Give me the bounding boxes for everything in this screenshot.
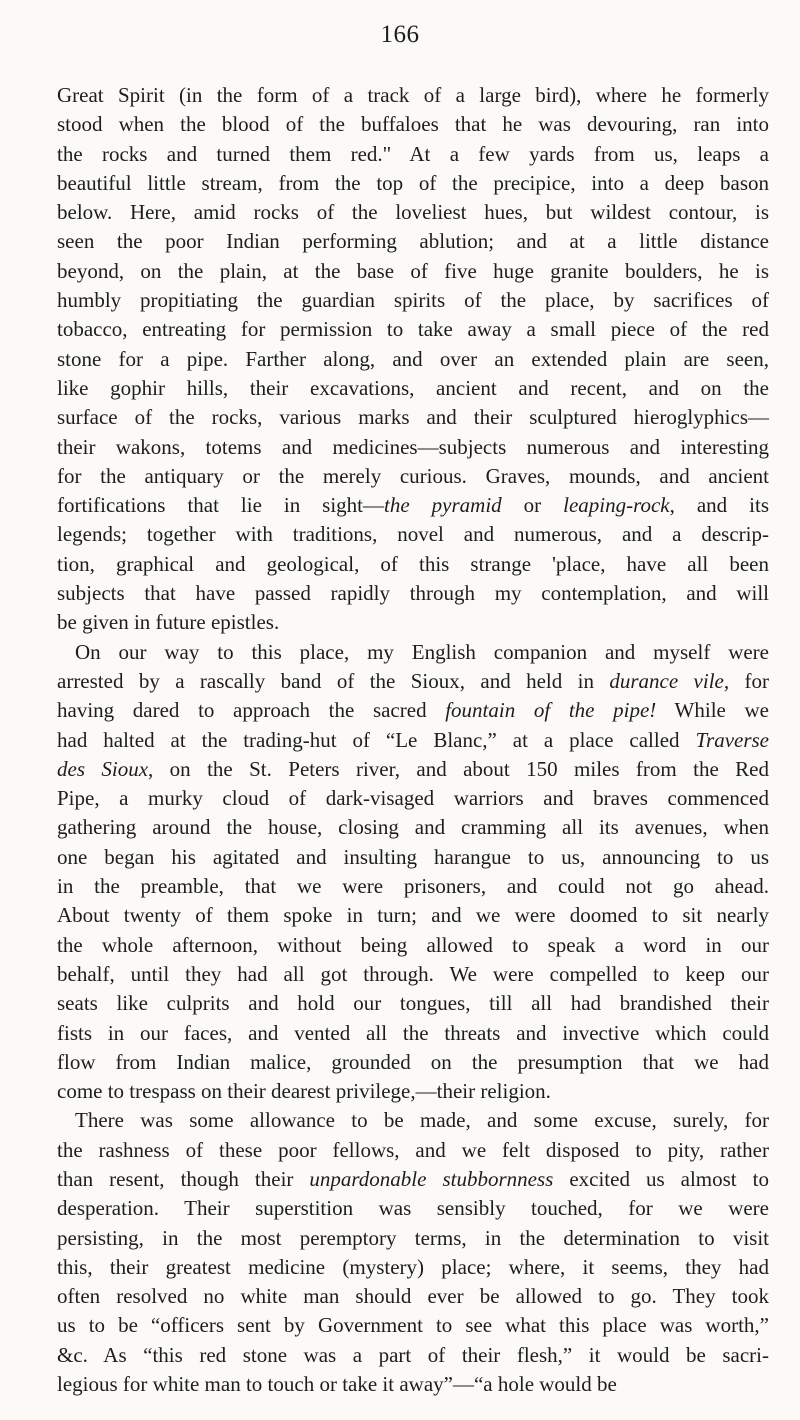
text-run: come to trespass on their dearest privilege,—their religion.	[57, 1079, 551, 1104]
page-number: 166	[380, 21, 420, 48]
text-line	[57, 960, 769, 989]
text-line	[57, 345, 769, 374]
text-line	[57, 726, 769, 755]
text-run: having dared to approach the sacred	[57, 698, 446, 723]
text-run: arrested by a rascally band of the Sioux, and held in	[57, 668, 610, 693]
text-line	[57, 1077, 769, 1106]
text-run: fists in our faces, and vented all the threats and invective which could	[57, 1020, 769, 1045]
text-line	[57, 872, 769, 901]
text-run: gathering around the house, closing and cramming all its avenues, when	[57, 815, 769, 840]
text-run: their wakons, totems and medicines—subjects numerous and interesting	[57, 434, 769, 459]
text-line	[57, 550, 769, 579]
italic-phrase: the pyramid	[384, 493, 502, 518]
text-line	[57, 227, 769, 256]
text-run: desperation. Their superstition was sensibly touched, for we were	[57, 1196, 769, 1221]
text-line	[57, 901, 769, 930]
text-line	[57, 491, 769, 520]
text-run: like gophir hills, their excavations, ancient and recent, and on the	[57, 375, 769, 400]
italic-phrase: durance vile	[609, 668, 724, 693]
text-line	[57, 608, 769, 637]
text-run: in the preamble, that we were prisoners, and could not go ahead.	[57, 874, 769, 899]
text-run: seats like culprits and hold our tongues, till all had brandished their	[57, 991, 769, 1016]
text-run: While we	[656, 698, 769, 723]
text-run: stone for a pipe. Farther along, and over an extended plain are seen,	[57, 346, 769, 371]
text-line	[57, 286, 769, 315]
text-line	[57, 667, 769, 696]
italic-phrase: unpardonable stubbornness	[309, 1166, 554, 1191]
text-run: this, their greatest medicine (mystery) place; where, it seems, they had	[57, 1254, 769, 1279]
text-run: beautiful little stream, from the top of the precipice, into a deep bason	[57, 170, 769, 195]
text-run: , and its	[669, 493, 770, 518]
text-run: stood when the blood of the buffaloes that he was devouring, ran into	[57, 112, 769, 137]
italic-phrase: Traverse	[695, 727, 769, 752]
text-run: tobacco, entreating for permission to take away a small piece of the red	[57, 317, 769, 342]
text-run: legious for white man to touch or take it away”—“a hole would be	[57, 1372, 617, 1397]
text-run: About twenty of them spoke in turn; and we were doomed to sit nearly	[57, 903, 769, 928]
text-line	[57, 755, 769, 784]
text-run: persisting, in the most peremptory terms, in the determination to visit	[57, 1225, 769, 1250]
text-line	[57, 931, 769, 960]
text-run: had halted at the trading-hut of “Le Blanc,” at a place called	[57, 727, 696, 752]
text-run: seen the poor Indian performing ablution; and at a little distance	[57, 229, 769, 254]
text-line	[57, 1341, 769, 1370]
text-run: Great Spirit (in the form of a track of a large bird), where he formerly	[57, 83, 769, 107]
text-run: There was some allowance to be made, and some excuse, surely, for	[75, 1108, 769, 1133]
text-run: the whole afternoon, without being allowed to speak a word in our	[57, 932, 769, 957]
text-line	[57, 198, 769, 227]
text-run: below. Here, amid rocks of the loveliest hues, but wildest contour, is	[57, 200, 769, 225]
text-line	[57, 989, 769, 1018]
text-line	[57, 1106, 769, 1135]
text-run: Pipe, a murky cloud of dark-visaged warriors and braves commenced	[57, 786, 769, 811]
text-line	[57, 1019, 769, 1048]
text-run: often resolved no white man should ever be allowed to go. They took	[57, 1284, 769, 1309]
text-run: be given in future epistles.	[57, 610, 280, 635]
italic-phrase: des Sioux	[57, 756, 149, 781]
text-line	[57, 1224, 769, 1253]
text-line	[57, 1136, 769, 1165]
text-line	[57, 1282, 769, 1311]
text-run: legends; together with traditions, novel and numerous, and a descrip-	[57, 522, 769, 547]
text-line	[57, 784, 769, 813]
text-line	[57, 433, 769, 462]
text-line	[57, 696, 769, 725]
text-run: excited us almost to	[553, 1166, 769, 1191]
text-run: beyond, on the plain, at the base of five huge granite boulders, he is	[57, 258, 769, 283]
text-line	[57, 1194, 769, 1223]
text-line	[57, 1165, 769, 1194]
text-line	[57, 257, 769, 286]
text-run: flow from Indian malice, grounded on the presumption that we had	[57, 1049, 769, 1074]
text-line	[57, 140, 769, 169]
text-run: us to be “officers sent by Government to see what this place was worth,”	[57, 1313, 769, 1338]
text-line	[57, 1253, 769, 1282]
text-run: humbly propitiating the guardian spirits of the place, by sacrifices of	[57, 288, 769, 313]
text-run: for the antiquary or the merely curious. Graves, mounds, and ancient	[57, 463, 769, 488]
body-text	[57, 81, 769, 1399]
text-line	[57, 403, 769, 432]
text-line	[57, 1370, 769, 1399]
text-line	[57, 169, 769, 198]
text-run: , on the St. Peters river, and about 150 miles from the Red	[148, 756, 769, 781]
text-run: the rashness of these poor fellows, and we felt disposed to pity, rather	[57, 1137, 769, 1162]
text-run: On our way to this place, my English companion and myself were	[75, 639, 769, 664]
text-line	[57, 579, 769, 608]
text-line	[57, 843, 769, 872]
text-line	[57, 462, 769, 491]
text-line	[57, 1048, 769, 1077]
text-run: , for	[723, 668, 769, 693]
text-run: subjects that have passed rapidly through my contemplation, and will	[57, 581, 769, 606]
italic-phrase: fountain of the pipe!	[445, 698, 657, 723]
italic-phrase: leaping-rock	[563, 493, 670, 518]
text-line	[57, 813, 769, 842]
text-line	[57, 520, 769, 549]
text-run: fortifications that lie in sight—	[57, 493, 385, 518]
text-run: one began his agitated and insulting harangue to us, announcing to us	[57, 844, 769, 869]
text-line	[57, 374, 769, 403]
text-line	[57, 315, 769, 344]
text-run: surface of the rocks, various marks and their sculptured hieroglyphics—	[57, 405, 769, 430]
text-run: the rocks and turned them red." At a few yards from us, leaps a	[57, 141, 769, 166]
text-run: than resent, though their	[57, 1166, 310, 1191]
text-line	[57, 1311, 769, 1340]
text-run: behalf, until they had all got through. We were compelled to keep our	[57, 961, 769, 986]
text-line	[57, 81, 769, 110]
text-run: or	[501, 493, 564, 518]
text-run: tion, graphical and geological, of this strange 'place, have all been	[57, 551, 769, 576]
text-line	[57, 638, 769, 667]
text-line	[57, 110, 769, 139]
text-run: &c. As “this red stone was a part of their flesh,” it would be sacri-	[57, 1342, 769, 1367]
